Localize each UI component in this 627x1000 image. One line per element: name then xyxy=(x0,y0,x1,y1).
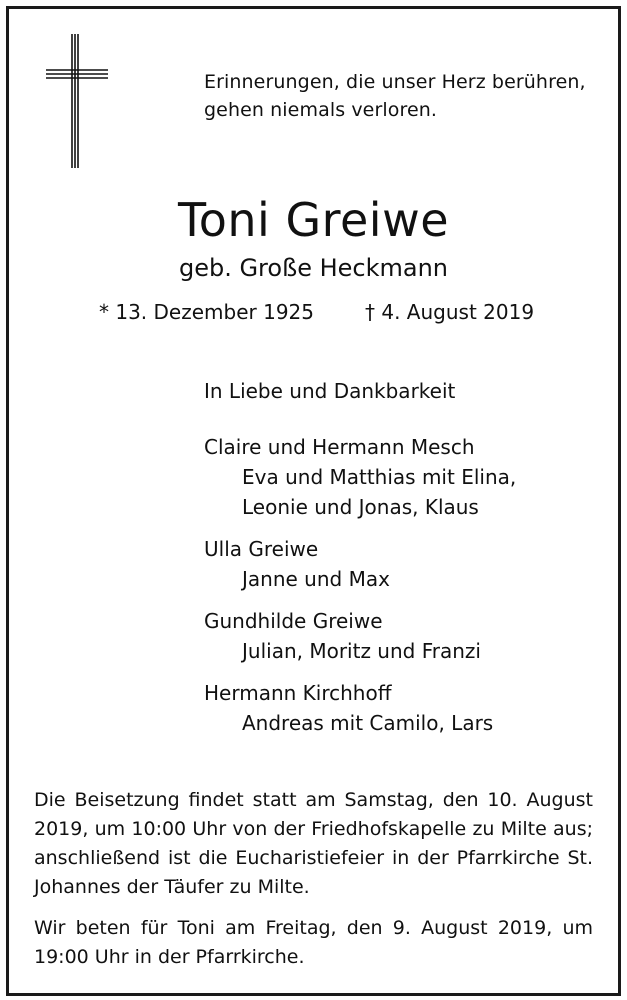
motto-line: Erinnerungen, die unser Herz berühren, xyxy=(204,71,586,93)
mourners-intro: In Liebe und Dankbarkeit xyxy=(204,379,456,403)
deceased-name: Toni Greiwe xyxy=(177,193,450,247)
cross-icon xyxy=(40,30,110,170)
mourners-list xyxy=(204,376,516,738)
burial-text: Die Beisetzung findet statt am Samstag, den 10. August 2019, um 10:00 Uhr von der Friedhofskapelle zu Milte aus; anschließend ist die Eucharistiefeier in der Pfarrkirche St. Johannes der Täufer zu Milte. xyxy=(34,789,593,898)
family-member: Eva und Matthias mit Elina, xyxy=(242,465,517,489)
family-member: Julian, Moritz und Franzi xyxy=(242,639,481,663)
family-head: Gundhilde Greiwe xyxy=(204,609,383,633)
motto xyxy=(204,68,586,124)
family-member: Andreas mit Camilo, Lars xyxy=(242,711,494,735)
family-head: Ulla Greiwe xyxy=(204,537,319,561)
family-head: Hermann Kirchhoff xyxy=(204,681,392,705)
motto-line: gehen niemals verloren. xyxy=(204,99,438,121)
maiden-name: geb. Große Heckmann xyxy=(178,254,449,282)
family-member: Leonie und Jonas, Klaus xyxy=(242,495,479,519)
prayer-text: Wir beten für Toni am Freitag, den 9. August 2019, um 19:00 Uhr in der Pfarrkirche. xyxy=(34,917,593,968)
family-head: Claire und Hermann Mesch xyxy=(204,435,475,459)
birth-date: * 13. Dezember 1925 xyxy=(99,300,314,324)
death-date: † 4. August 2019 xyxy=(365,300,535,324)
family-member: Janne und Max xyxy=(242,567,390,591)
funeral-notice xyxy=(34,786,593,972)
